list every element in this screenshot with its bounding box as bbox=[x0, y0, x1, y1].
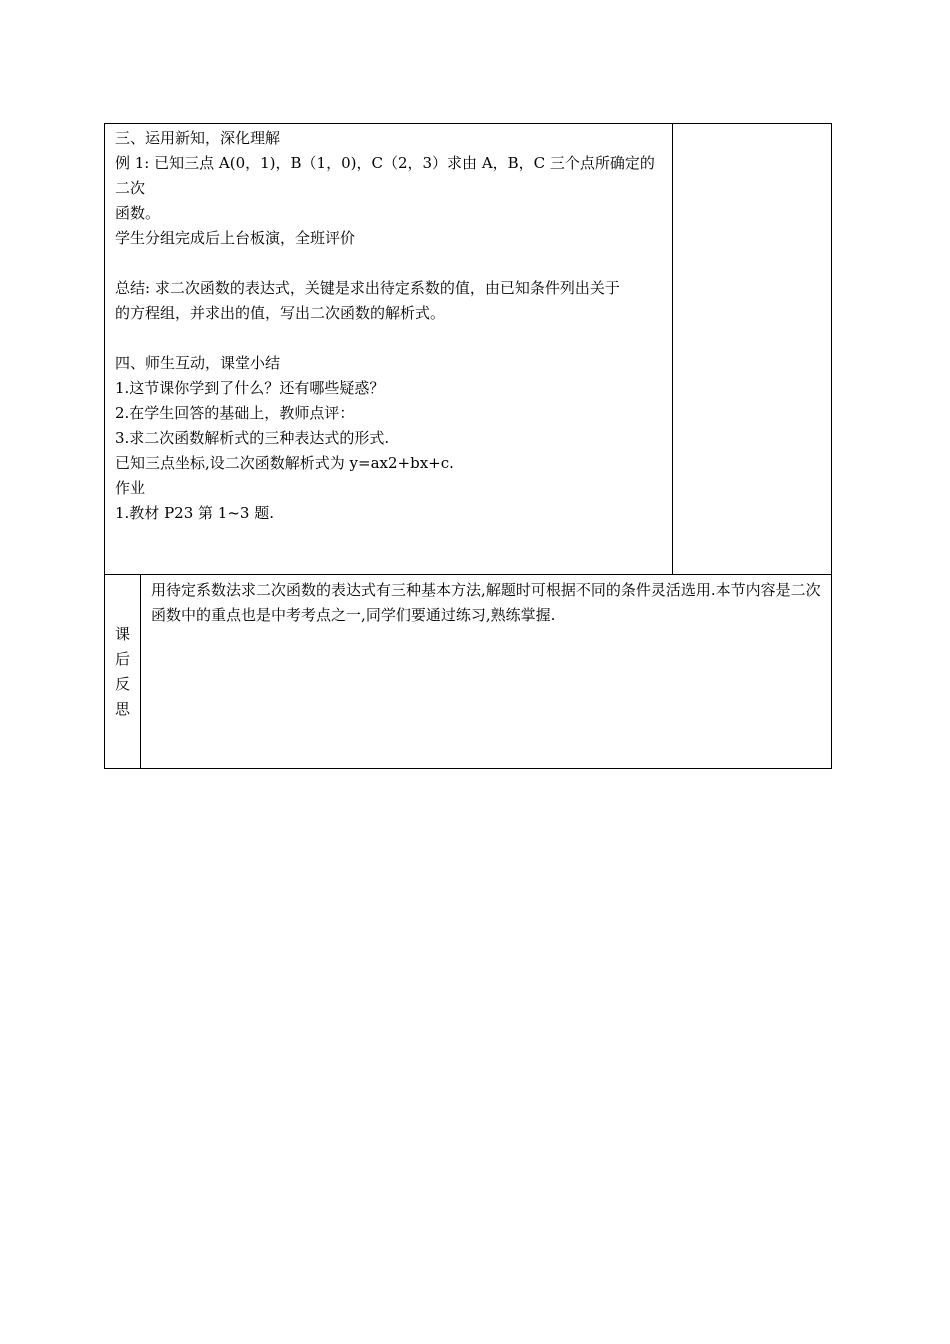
section3-heading: 三、运用新知，深化理解 bbox=[115, 129, 281, 147]
summary-item-1: 1.这节课你学到了什么？还有哪些疑惑？ bbox=[115, 379, 385, 397]
reflection-label-char: 反 bbox=[115, 674, 131, 693]
reflection-label-char: 思 bbox=[115, 699, 131, 718]
lesson-content-cell bbox=[105, 124, 673, 575]
spacer bbox=[115, 251, 664, 276]
lesson-plan-table bbox=[104, 123, 832, 769]
reflection-label bbox=[105, 622, 140, 722]
summary-text: 总结: 求二次函数的表达式，关键是求出待定系数的值，由已知条件列出关于 bbox=[115, 279, 620, 297]
reflection-label-char: 课 bbox=[115, 624, 131, 643]
summary-item-2: 2.在学生回答的基础上，教师点评： bbox=[115, 404, 355, 422]
lesson-content-row bbox=[105, 124, 832, 575]
example1-text: 例 1: 已知三点 A(0，1)，B（1，0)，C（2，3）求由 A，B，C 三个点所确定的二次 bbox=[115, 154, 655, 197]
reflection-text: 用待定系数法求二次函数的表达式有三种基本方法,解题时可根据不同的条件灵活选用.本节内容是二次函数中的重点也是中考考点之一,同学们要通过练习,熟练掌握. bbox=[151, 581, 821, 624]
three-points-text: 已知三点坐标,设二次函数解析式为 y=ax2+bx+c. bbox=[115, 454, 454, 472]
summary-item-3: 3.求二次函数解析式的三种表达式的形式. bbox=[115, 429, 390, 447]
section4-heading: 四、师生互动，课堂小结 bbox=[115, 354, 281, 372]
example1-text-continued: 函数。 bbox=[115, 204, 161, 222]
notes-cell bbox=[672, 124, 831, 575]
homework-heading: 作业 bbox=[115, 479, 146, 497]
reflection-text-cell bbox=[141, 575, 832, 769]
reflection-label-cell bbox=[105, 575, 141, 769]
spacer bbox=[115, 326, 664, 351]
summary-text-continued: 的方程组，并求出的值，写出二次函数的解析式。 bbox=[115, 304, 446, 322]
homework-item-1: 1.教材 P23 第 1~3 题. bbox=[115, 504, 274, 522]
reflection-row bbox=[105, 575, 832, 769]
reflection-label-char: 后 bbox=[115, 649, 131, 668]
group-work-text: 学生分组完成后上台板演，全班评价 bbox=[115, 229, 356, 247]
